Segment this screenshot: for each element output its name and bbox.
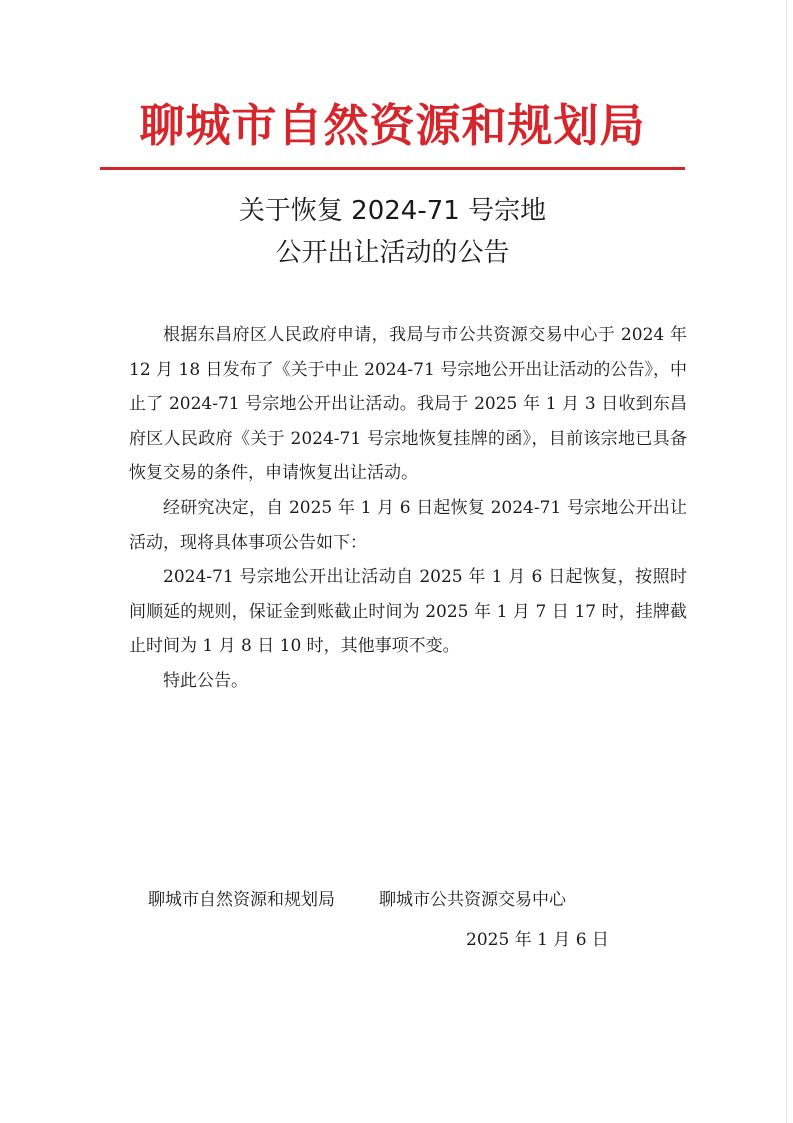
title-line-1: 关于恢复 2024-71 号宗地 (238, 196, 547, 226)
body-paragraph-2: 经研究决定，自 2025 年 1 月 6 日起恢复 2024-71 号宗地公开出让活动，现将具体事项公告如下： (129, 497, 687, 553)
letterhead-red-rule (100, 167, 685, 170)
issue-date: 2025 年 1 月 6 日 (466, 930, 609, 950)
body-paragraph-3: 2024-71 号宗地公开出让活动自 2025 年 1 月 6 日起恢复，按照时间顺延的规则，保证金到账截止时间为 2025 年 1 月 7 日 17 时，挂牌截止时间为 1 月 8 日 10 时，其他事项不变。 (129, 567, 687, 657)
page-edge-line (786, 0, 787, 1123)
issuer-row (100, 880, 690, 920)
letterhead-org-name: 聊城市自然资源和规划局 (139, 99, 646, 152)
body-paragraph-4: 特此公告。 (163, 670, 248, 691)
signature-block (100, 880, 690, 960)
document-body (129, 318, 687, 699)
body-paragraph-1: 根据东昌府区人民政府申请，我局与市公共资源交易中心于 2024 年 12 月 18 日发布了《关于中止 2024-71 号宗地公开出让活动的公告》，中止了 2024-71 号宗地公开出让活动。我局于 2025 年 1 月 3 日收到东昌府区人民政府《关于 2024-71 号宗地恢复挂牌的函》，目前该宗地已具备恢复交易的条件，申请恢复出让活动。 (129, 325, 687, 484)
issuer-1: 聊城市自然资源和规划局 (148, 890, 335, 910)
document-title (100, 190, 685, 274)
title-line-2: 公开出让活动的公告 (275, 238, 510, 268)
issuer-2: 聊城市公共资源交易中心 (379, 890, 566, 910)
